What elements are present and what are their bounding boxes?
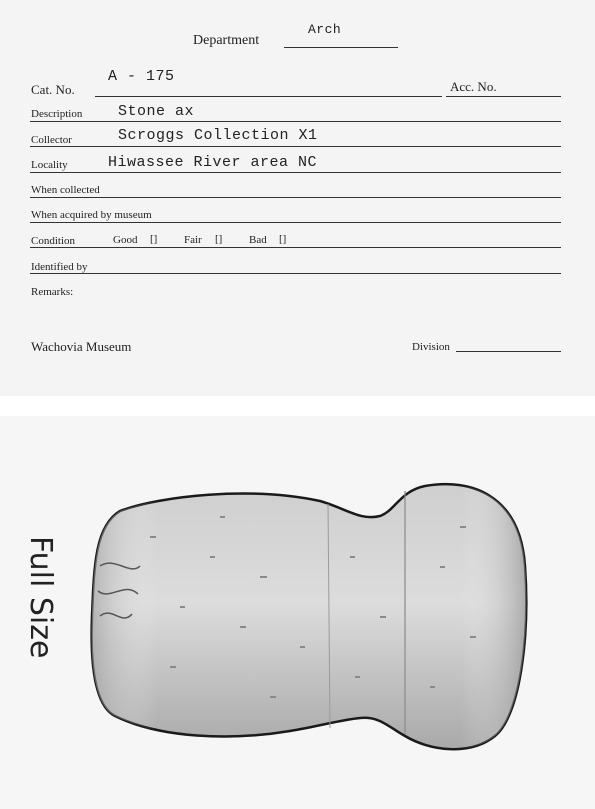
cat-no-value: A - 175 [108,68,175,85]
condition-label: Condition [31,235,76,247]
acc-no-rule [446,96,561,97]
condition-fair-label: Fair [184,234,202,246]
when-acquired-label: When acquired by museum [31,209,152,221]
department-rule [284,47,398,48]
identified-by-rule [30,273,561,274]
full-size-annotation: Full Size [23,536,58,659]
condition-bad-label: Bad [249,234,267,246]
stone-ax-drawing-icon [0,416,595,809]
when-collected-rule [30,197,561,198]
department-label: Department [193,33,260,48]
condition-rule [30,247,561,248]
cat-no-rule [95,96,442,97]
description-value: Stone ax [118,103,195,120]
condition-good-checkbox: [] [150,233,158,245]
condition-good-label: Good [113,234,138,246]
collector-label: Collector [31,134,72,146]
description-label: Description [31,108,83,120]
condition-fair-checkbox: [] [215,233,223,245]
description-rule [30,121,561,122]
catalog-card [0,0,595,396]
when-collected-label: When collected [31,184,100,196]
collector-value: Scroggs Collection X1 [118,127,318,144]
locality-label: Locality [31,159,68,171]
remarks-label: Remarks: [31,286,74,298]
drawing-card [0,416,595,809]
when-acquired-rule [30,222,561,223]
condition-bad-checkbox: [] [279,233,287,245]
locality-rule [30,172,561,173]
division-rule [456,351,561,352]
acc-no-label: Acc. No. [450,79,497,94]
collector-rule [30,146,561,147]
cat-no-label: Cat. No. [31,82,75,97]
identified-by-label: Identified by [31,261,88,273]
division-label: Division [412,341,450,353]
department-value: Arch [308,22,342,37]
locality-value: Hiwassee River area NC [108,154,318,171]
museum-name: Wachovia Museum [31,339,132,354]
